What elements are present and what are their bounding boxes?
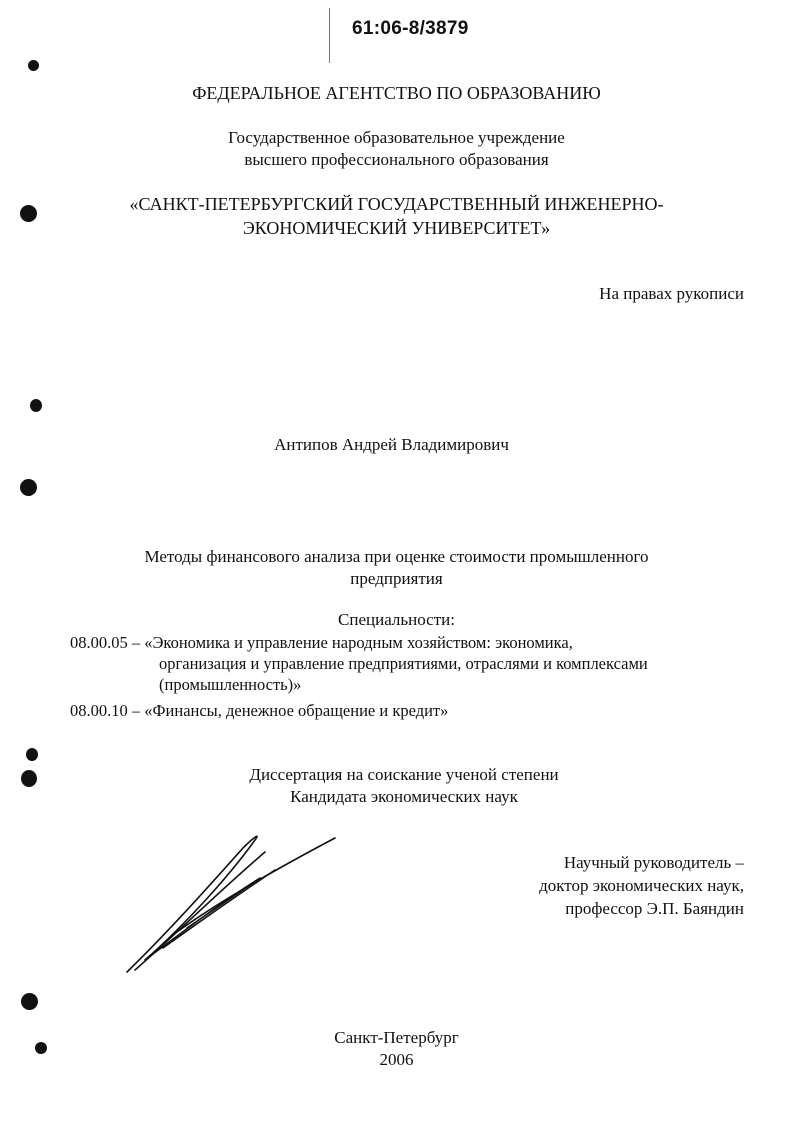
specialty-code: 08.00.05 –: [70, 633, 141, 652]
supervisor-block: [539, 851, 744, 920]
specialty-item: [70, 632, 750, 695]
punch-hole-dot: [26, 748, 38, 761]
publication-place-year: [0, 1027, 793, 1071]
punch-hole-dot: [30, 399, 42, 412]
specialties-heading: Специальности:: [338, 610, 455, 629]
thesis-title-line-2: предприятия: [350, 569, 443, 588]
archive-stamp-bar: [329, 8, 330, 63]
degree-statement: [0, 764, 793, 808]
thesis-title-line-1: Методы финансового анализа при оценке стоимости промышленного: [144, 547, 649, 566]
agency-name: ФЕДЕРАЛЬНОЕ АГЕНТСТВО ПО ОБРАЗОВАНИЮ: [192, 83, 601, 103]
specialty-text: организация и управление предприятиями, отраслями и комплексами: [159, 654, 648, 673]
punch-hole-dot: [20, 479, 37, 496]
specialty-text: «Экономика и управление народным хозяйством: экономика,: [144, 633, 573, 652]
institution-type: [0, 127, 793, 171]
punch-hole-dot: [28, 60, 39, 71]
university-line-2: ЭКОНОМИЧЕСКИЙ УНИВЕРСИТЕТ»: [242, 218, 551, 238]
specialty-line: [70, 632, 750, 653]
specialty-text: «Финансы, денежное обращение и кредит»: [144, 701, 449, 720]
handwritten-signature: [115, 820, 355, 985]
manuscript-note: На правах рукописи: [599, 284, 744, 303]
thesis-title: [0, 546, 793, 590]
specialty-line: [70, 700, 750, 721]
specialty-text: (промышленность)»: [159, 675, 302, 694]
institution-line-1: Государственное образовательное учреждение: [228, 128, 565, 147]
institution-line-2: высшего профессионального образования: [244, 150, 549, 169]
punch-hole-dot: [21, 993, 38, 1010]
degree-line-2: Кандидата экономических наук: [290, 787, 518, 806]
supervisor-line-1: Научный руководитель –: [563, 853, 744, 872]
city: Санкт-Петербург: [334, 1028, 459, 1047]
author-name: Антипов Андрей Владимирович: [274, 435, 509, 454]
archive-code: 61:06-8/3879: [352, 18, 469, 39]
specialty-item: [70, 700, 750, 721]
supervisor-line-3: профессор Э.П. Баяндин: [565, 899, 744, 918]
university-line-1: «САНКТ-ПЕТЕРБУРГСКИЙ ГОСУДАРСТВЕННЫЙ ИНЖЕНЕРНО-: [129, 194, 664, 214]
year: 2006: [379, 1050, 414, 1069]
specialty-code: 08.00.10 –: [70, 701, 141, 720]
degree-line-1: Диссертация на соискание ученой степени: [249, 765, 559, 784]
university-name: [0, 192, 793, 240]
supervisor-line-2: доктор экономических наук,: [539, 876, 744, 895]
